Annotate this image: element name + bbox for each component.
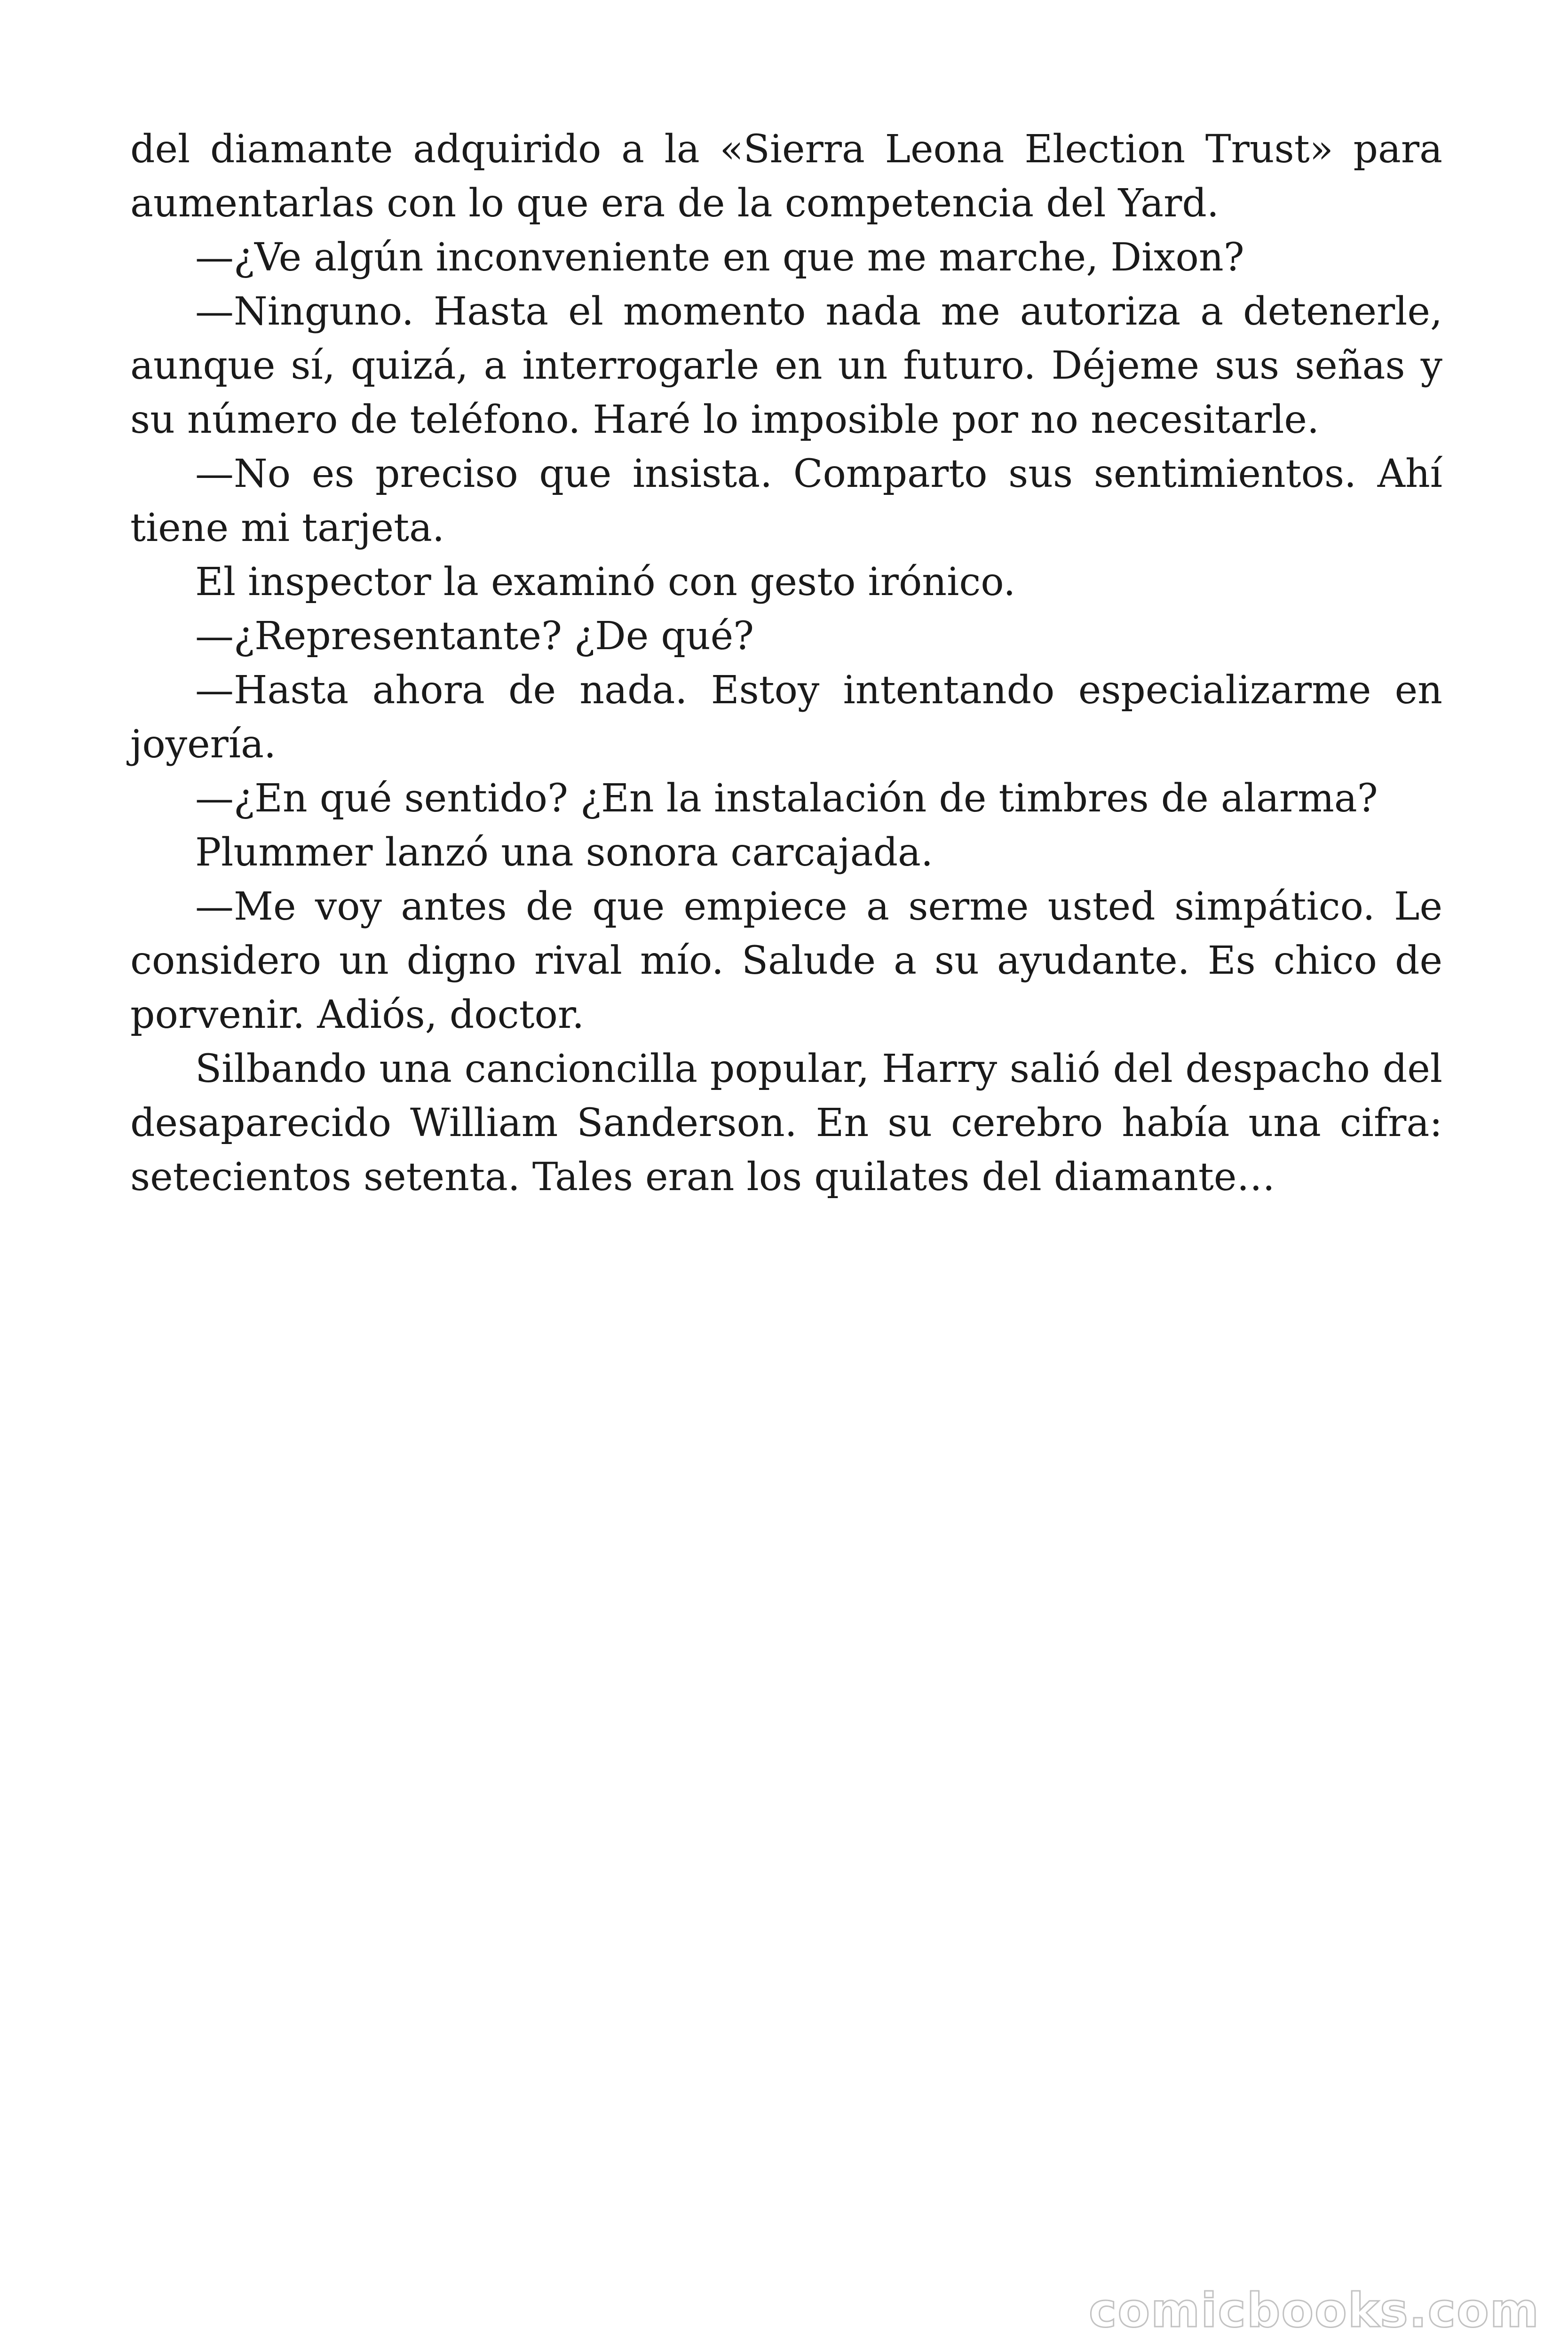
paragraph: Silbando una cancioncilla popular, Harry salió del despacho del desaparecido William Sanderson. En su cerebro había una cifra: setecientos setenta. Tales eran los quilates del diamante…: [130, 1047, 1442, 1200]
paragraph: —No es preciso que insista. Comparto sus sentimientos. Ahí tiene mi tarjeta.: [130, 452, 1442, 550]
paragraph: El inspector la examinó con gesto irónico.: [195, 560, 1016, 604]
paragraph: —¿Ve algún inconveniente en que me marche, Dixon?: [195, 235, 1244, 280]
paragraph: —Ninguno. Hasta el momento nada me autoriza a detenerle, aunque sí, quizá, a interrogarle en un futuro. Déjeme sus señas y su número de teléfono. Haré lo imposible por no necesitarle.: [130, 289, 1442, 442]
paragraph: —Me voy antes de que empiece a serme usted simpático. Le considero un digno rival mío. Salude a su ayudante. Es chico de porvenir. Adiós, doctor.: [130, 884, 1442, 1037]
paragraph: —¿Representante? ¿De qué?: [195, 614, 754, 659]
paragraph-continuation: del diamante adquirido a la «Sierra Leona Election Trust» para aumentarlas con lo que era de la competencia del Yard.: [130, 127, 1442, 226]
page-body: [130, 122, 1442, 1204]
paragraph: —¿En qué sentido? ¿En la instalación de timbres de alarma?: [195, 776, 1378, 821]
watermark: comicbooks.com: [1089, 2283, 1540, 2338]
paragraph: —Hasta ahora de nada. Estoy intentando especializarme en joyería.: [130, 668, 1442, 767]
paragraph: Plummer lanzó una sonora carcajada.: [195, 830, 934, 875]
